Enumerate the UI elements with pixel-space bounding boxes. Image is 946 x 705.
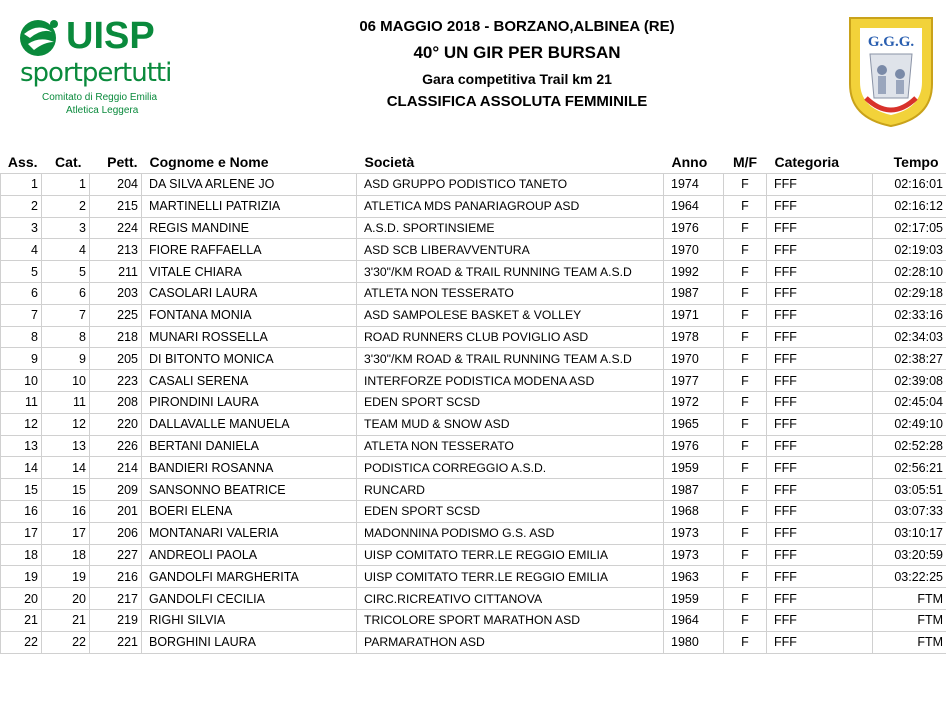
ggg-logo [846, 14, 936, 128]
cell-name: RIGHI SILVIA [142, 609, 357, 631]
col-header-category: Categoria [774, 154, 840, 170]
table-row [1, 522, 946, 544]
cell-cat: 19 [42, 566, 90, 588]
cell-ass: 5 [1, 261, 42, 283]
cell-name: MARTINELLI PATRIZIA [142, 195, 357, 217]
cell-pett: 201 [90, 500, 142, 522]
cell-society: EDEN SPORT SCSD [357, 391, 664, 413]
cell-ass: 4 [1, 239, 42, 261]
event-date-location: 06 MAGGIO 2018 - BORZANO,ALBINEA (RE) [359, 18, 675, 35]
document-header [300, 14, 734, 112]
cell-pett: 215 [90, 195, 142, 217]
cell-time: 02:38:27 [873, 348, 946, 370]
cell-time: 03:07:33 [873, 500, 946, 522]
cell-ass: 2 [1, 195, 42, 217]
cell-year: 1977 [664, 370, 724, 392]
uisp-brand: UISP [66, 15, 155, 57]
cell-ass: 20 [1, 588, 42, 610]
cell-time: 02:16:01 [873, 174, 946, 196]
cell-year: 1968 [664, 500, 724, 522]
cell-society: ATLETA NON TESSERATO [357, 435, 664, 457]
cell-cat: 1 [42, 174, 90, 196]
table-row [1, 239, 946, 261]
cell-pett: 211 [90, 261, 142, 283]
cell-category: FFF [767, 348, 873, 370]
cell-society: EDEN SPORT SCSD [357, 500, 664, 522]
cell-time: 02:52:28 [873, 435, 946, 457]
cell-year: 1976 [664, 435, 724, 457]
cell-society: A.S.D. SPORTINSIEME [357, 217, 664, 239]
cell-name: SANSONNO BEATRICE [142, 479, 357, 501]
cell-category: FFF [767, 326, 873, 348]
cell-category: FFF [767, 544, 873, 566]
cell-sex: F [724, 544, 767, 566]
cell-name: GANDOLFI MARGHERITA [142, 566, 357, 588]
cell-sex: F [724, 588, 767, 610]
cell-society: ASD GRUPPO PODISTICO TANETO [357, 174, 664, 196]
event-subtitle: Gara competitiva Trail km 21 [422, 71, 612, 87]
cell-sex: F [724, 457, 767, 479]
cell-time: 02:29:18 [873, 282, 946, 304]
cell-year: 1976 [664, 217, 724, 239]
cell-time: 03:20:59 [873, 544, 946, 566]
cell-cat: 21 [42, 609, 90, 631]
cell-sex: F [724, 304, 767, 326]
cell-society: PODISTICA CORREGGIO A.S.D. [357, 457, 664, 479]
cell-pett: 208 [90, 391, 142, 413]
cell-time: 02:39:08 [873, 370, 946, 392]
cell-ass: 19 [1, 566, 42, 588]
cell-pett: 218 [90, 326, 142, 348]
cell-year: 1987 [664, 479, 724, 501]
cell-year: 1992 [664, 261, 724, 283]
cell-pett: 225 [90, 304, 142, 326]
cell-category: FFF [767, 370, 873, 392]
cell-sex: F [724, 370, 767, 392]
cell-category: FFF [767, 631, 873, 653]
cell-time: 02:49:10 [873, 413, 946, 435]
cell-category: FFF [767, 413, 873, 435]
cell-sex: F [724, 174, 767, 196]
cell-society: MADONNINA PODISMO G.S. ASD [357, 522, 664, 544]
cell-society: ASD SCB LIBERAVVENTURA [357, 239, 664, 261]
cell-pett: 213 [90, 239, 142, 261]
cell-cat: 3 [42, 217, 90, 239]
cell-cat: 7 [42, 304, 90, 326]
uisp-emblem-icon [14, 14, 64, 60]
cell-year: 1972 [664, 391, 724, 413]
cell-pett: 227 [90, 544, 142, 566]
cell-ass: 18 [1, 544, 42, 566]
cell-society: CIRC.RICREATIVO CITTANOVA [357, 588, 664, 610]
cell-pett: 219 [90, 609, 142, 631]
table-row [1, 348, 946, 370]
cell-category: FFF [767, 304, 873, 326]
cell-sex: F [724, 239, 767, 261]
col-header-year: Anno [671, 154, 708, 170]
cell-sex: F [724, 609, 767, 631]
cell-year: 1964 [664, 195, 724, 217]
table-header-row [1, 151, 946, 174]
table-row [1, 588, 946, 610]
ggg-shield-icon [846, 14, 936, 128]
cell-pett: 205 [90, 348, 142, 370]
cell-time: 02:28:10 [873, 261, 946, 283]
cell-ass: 7 [1, 304, 42, 326]
cell-category: FFF [767, 391, 873, 413]
uisp-section: Atletica Leggera [66, 105, 139, 116]
cell-name: VITALE CHIARA [142, 261, 357, 283]
cell-cat: 22 [42, 631, 90, 653]
cell-society: 3'30"/KM ROAD & TRAIL RUNNING TEAM A.S.D [357, 348, 664, 370]
cell-ass: 15 [1, 479, 42, 501]
cell-name: CASOLARI LAURA [142, 282, 357, 304]
cell-sex: F [724, 631, 767, 653]
cell-year: 1980 [664, 631, 724, 653]
cell-society: UISP COMITATO TERR.LE REGGIO EMILIA [357, 566, 664, 588]
cell-category: FFF [767, 479, 873, 501]
cell-cat: 20 [42, 588, 90, 610]
cell-category: FFF [767, 261, 873, 283]
cell-society: UISP COMITATO TERR.LE REGGIO EMILIA [357, 544, 664, 566]
table-row [1, 631, 946, 653]
table-row [1, 370, 946, 392]
cell-name: MONTANARI VALERIA [142, 522, 357, 544]
cell-cat: 5 [42, 261, 90, 283]
cell-cat: 9 [42, 348, 90, 370]
cell-ass: 17 [1, 522, 42, 544]
cell-time: 02:33:16 [873, 304, 946, 326]
cell-name: CASALI SERENA [142, 370, 357, 392]
cell-pett: 204 [90, 174, 142, 196]
cell-cat: 12 [42, 413, 90, 435]
cell-time: FTM [873, 609, 946, 631]
table-row [1, 174, 946, 196]
table-row [1, 195, 946, 217]
cell-sex: F [724, 500, 767, 522]
col-header-name: Cognome e Nome [149, 154, 269, 170]
cell-pett: 223 [90, 370, 142, 392]
cell-time: FTM [873, 631, 946, 653]
cell-time: 03:10:17 [873, 522, 946, 544]
col-header-pett: Pett. [107, 154, 138, 170]
cell-name: DALLAVALLE MANUELA [142, 413, 357, 435]
cell-name: ANDREOLI PAOLA [142, 544, 357, 566]
cell-pett: 214 [90, 457, 142, 479]
cell-pett: 220 [90, 413, 142, 435]
cell-category: FFF [767, 457, 873, 479]
cell-sex: F [724, 479, 767, 501]
cell-society: RUNCARD [357, 479, 664, 501]
uisp-committee: Comitato di Reggio Emilia [42, 92, 158, 103]
cell-year: 1973 [664, 544, 724, 566]
cell-name: PIRONDINI LAURA [142, 391, 357, 413]
cell-cat: 8 [42, 326, 90, 348]
cell-name: BORGHINI LAURA [142, 631, 357, 653]
cell-ass: 9 [1, 348, 42, 370]
table-row [1, 457, 946, 479]
cell-name: MUNARI ROSSELLA [142, 326, 357, 348]
cell-sex: F [724, 282, 767, 304]
cell-year: 1973 [664, 522, 724, 544]
cell-ass: 13 [1, 435, 42, 457]
cell-name: DI BITONTO MONICA [142, 348, 357, 370]
uisp-logo [14, 12, 184, 122]
uisp-tagline: sportpertutti [20, 58, 172, 88]
cell-category: FFF [767, 435, 873, 457]
cell-society: TEAM MUD & SNOW ASD [357, 413, 664, 435]
cell-society: TRICOLORE SPORT MARATHON ASD [357, 609, 664, 631]
cell-name: FONTANA MONIA [142, 304, 357, 326]
table-row [1, 304, 946, 326]
cell-cat: 10 [42, 370, 90, 392]
cell-cat: 4 [42, 239, 90, 261]
cell-ass: 6 [1, 282, 42, 304]
cell-cat: 6 [42, 282, 90, 304]
cell-society: 3'30"/KM ROAD & TRAIL RUNNING TEAM A.S.D [357, 261, 664, 283]
cell-society: ATLETA NON TESSERATO [357, 282, 664, 304]
cell-name: GANDOLFI CECILIA [142, 588, 357, 610]
cell-time: 02:45:04 [873, 391, 946, 413]
cell-year: 1964 [664, 609, 724, 631]
cell-sex: F [724, 566, 767, 588]
cell-sex: F [724, 195, 767, 217]
event-title: 40° UN GIR PER BURSAN [413, 43, 621, 62]
cell-year: 1970 [664, 239, 724, 261]
cell-ass: 3 [1, 217, 42, 239]
cell-cat: 11 [42, 391, 90, 413]
cell-name: DA SILVA ARLENE JO [142, 174, 357, 196]
cell-time: 02:34:03 [873, 326, 946, 348]
cell-year: 1978 [664, 326, 724, 348]
results-body [1, 174, 946, 654]
cell-category: FFF [767, 282, 873, 304]
cell-ass: 10 [1, 370, 42, 392]
table-row [1, 435, 946, 457]
cell-time: FTM [873, 588, 946, 610]
cell-ass: 12 [1, 413, 42, 435]
cell-name: BANDIERI ROSANNA [142, 457, 357, 479]
cell-sex: F [724, 435, 767, 457]
cell-time: 02:56:21 [873, 457, 946, 479]
cell-year: 1963 [664, 566, 724, 588]
cell-year: 1959 [664, 457, 724, 479]
cell-year: 1970 [664, 348, 724, 370]
cell-ass: 16 [1, 500, 42, 522]
cell-society: PARMARATHON ASD [357, 631, 664, 653]
cell-name: REGIS MANDINE [142, 217, 357, 239]
cell-pett: 216 [90, 566, 142, 588]
cell-category: FFF [767, 566, 873, 588]
cell-cat: 2 [42, 195, 90, 217]
cell-category: FFF [767, 500, 873, 522]
cell-sex: F [724, 413, 767, 435]
cell-society: ROAD RUNNERS CLUB POVIGLIO ASD [357, 326, 664, 348]
cell-year: 1959 [664, 588, 724, 610]
cell-ass: 22 [1, 631, 42, 653]
results-table [0, 151, 946, 654]
table-row [1, 282, 946, 304]
cell-pett: 217 [90, 588, 142, 610]
cell-pett: 221 [90, 631, 142, 653]
cell-time: 03:22:25 [873, 566, 946, 588]
cell-category: FFF [767, 588, 873, 610]
cell-category: FFF [767, 195, 873, 217]
col-header-sex: M/F [732, 154, 758, 170]
cell-sex: F [724, 391, 767, 413]
table-row [1, 500, 946, 522]
cell-society: ATLETICA MDS PANARIAGROUP ASD [357, 195, 664, 217]
cell-cat: 14 [42, 457, 90, 479]
classification-title: CLASSIFICA ASSOLUTA FEMMINILE [386, 93, 648, 110]
table-row [1, 609, 946, 631]
col-header-ass: Ass. [7, 154, 38, 170]
cell-sex: F [724, 348, 767, 370]
table-row [1, 566, 946, 588]
cell-pett: 224 [90, 217, 142, 239]
cell-category: FFF [767, 239, 873, 261]
cell-time: 02:17:05 [873, 217, 946, 239]
cell-category: FFF [767, 522, 873, 544]
cell-name: FIORE RAFFAELLA [142, 239, 357, 261]
cell-cat: 18 [42, 544, 90, 566]
cell-sex: F [724, 326, 767, 348]
cell-year: 1971 [664, 304, 724, 326]
col-header-time: Tempo [893, 154, 939, 170]
cell-ass: 1 [1, 174, 42, 196]
table-row [1, 326, 946, 348]
cell-name: BOERI ELENA [142, 500, 357, 522]
cell-category: FFF [767, 217, 873, 239]
table-row [1, 261, 946, 283]
col-header-cat: Cat. [55, 154, 82, 170]
ggg-letters: G.G.G. [867, 34, 915, 50]
cell-category: FFF [767, 609, 873, 631]
cell-pett: 209 [90, 479, 142, 501]
cell-year: 1987 [664, 282, 724, 304]
cell-time: 02:16:12 [873, 195, 946, 217]
cell-time: 03:05:51 [873, 479, 946, 501]
cell-ass: 11 [1, 391, 42, 413]
cell-category: FFF [767, 174, 873, 196]
cell-society: ASD SAMPOLESE BASKET & VOLLEY [357, 304, 664, 326]
cell-sex: F [724, 217, 767, 239]
table-row [1, 413, 946, 435]
cell-cat: 16 [42, 500, 90, 522]
cell-pett: 206 [90, 522, 142, 544]
cell-ass: 8 [1, 326, 42, 348]
cell-sex: F [724, 522, 767, 544]
cell-pett: 226 [90, 435, 142, 457]
cell-sex: F [724, 261, 767, 283]
cell-year: 1965 [664, 413, 724, 435]
col-header-society: Società [364, 154, 415, 170]
cell-ass: 14 [1, 457, 42, 479]
cell-ass: 21 [1, 609, 42, 631]
cell-cat: 17 [42, 522, 90, 544]
table-row [1, 544, 946, 566]
cell-name: BERTANI DANIELA [142, 435, 357, 457]
cell-cat: 15 [42, 479, 90, 501]
cell-year: 1974 [664, 174, 724, 196]
table-row [1, 217, 946, 239]
table-row [1, 479, 946, 501]
cell-pett: 203 [90, 282, 142, 304]
cell-time: 02:19:03 [873, 239, 946, 261]
cell-society: INTERFORZE PODISTICA MODENA ASD [357, 370, 664, 392]
cell-cat: 13 [42, 435, 90, 457]
table-row [1, 391, 946, 413]
